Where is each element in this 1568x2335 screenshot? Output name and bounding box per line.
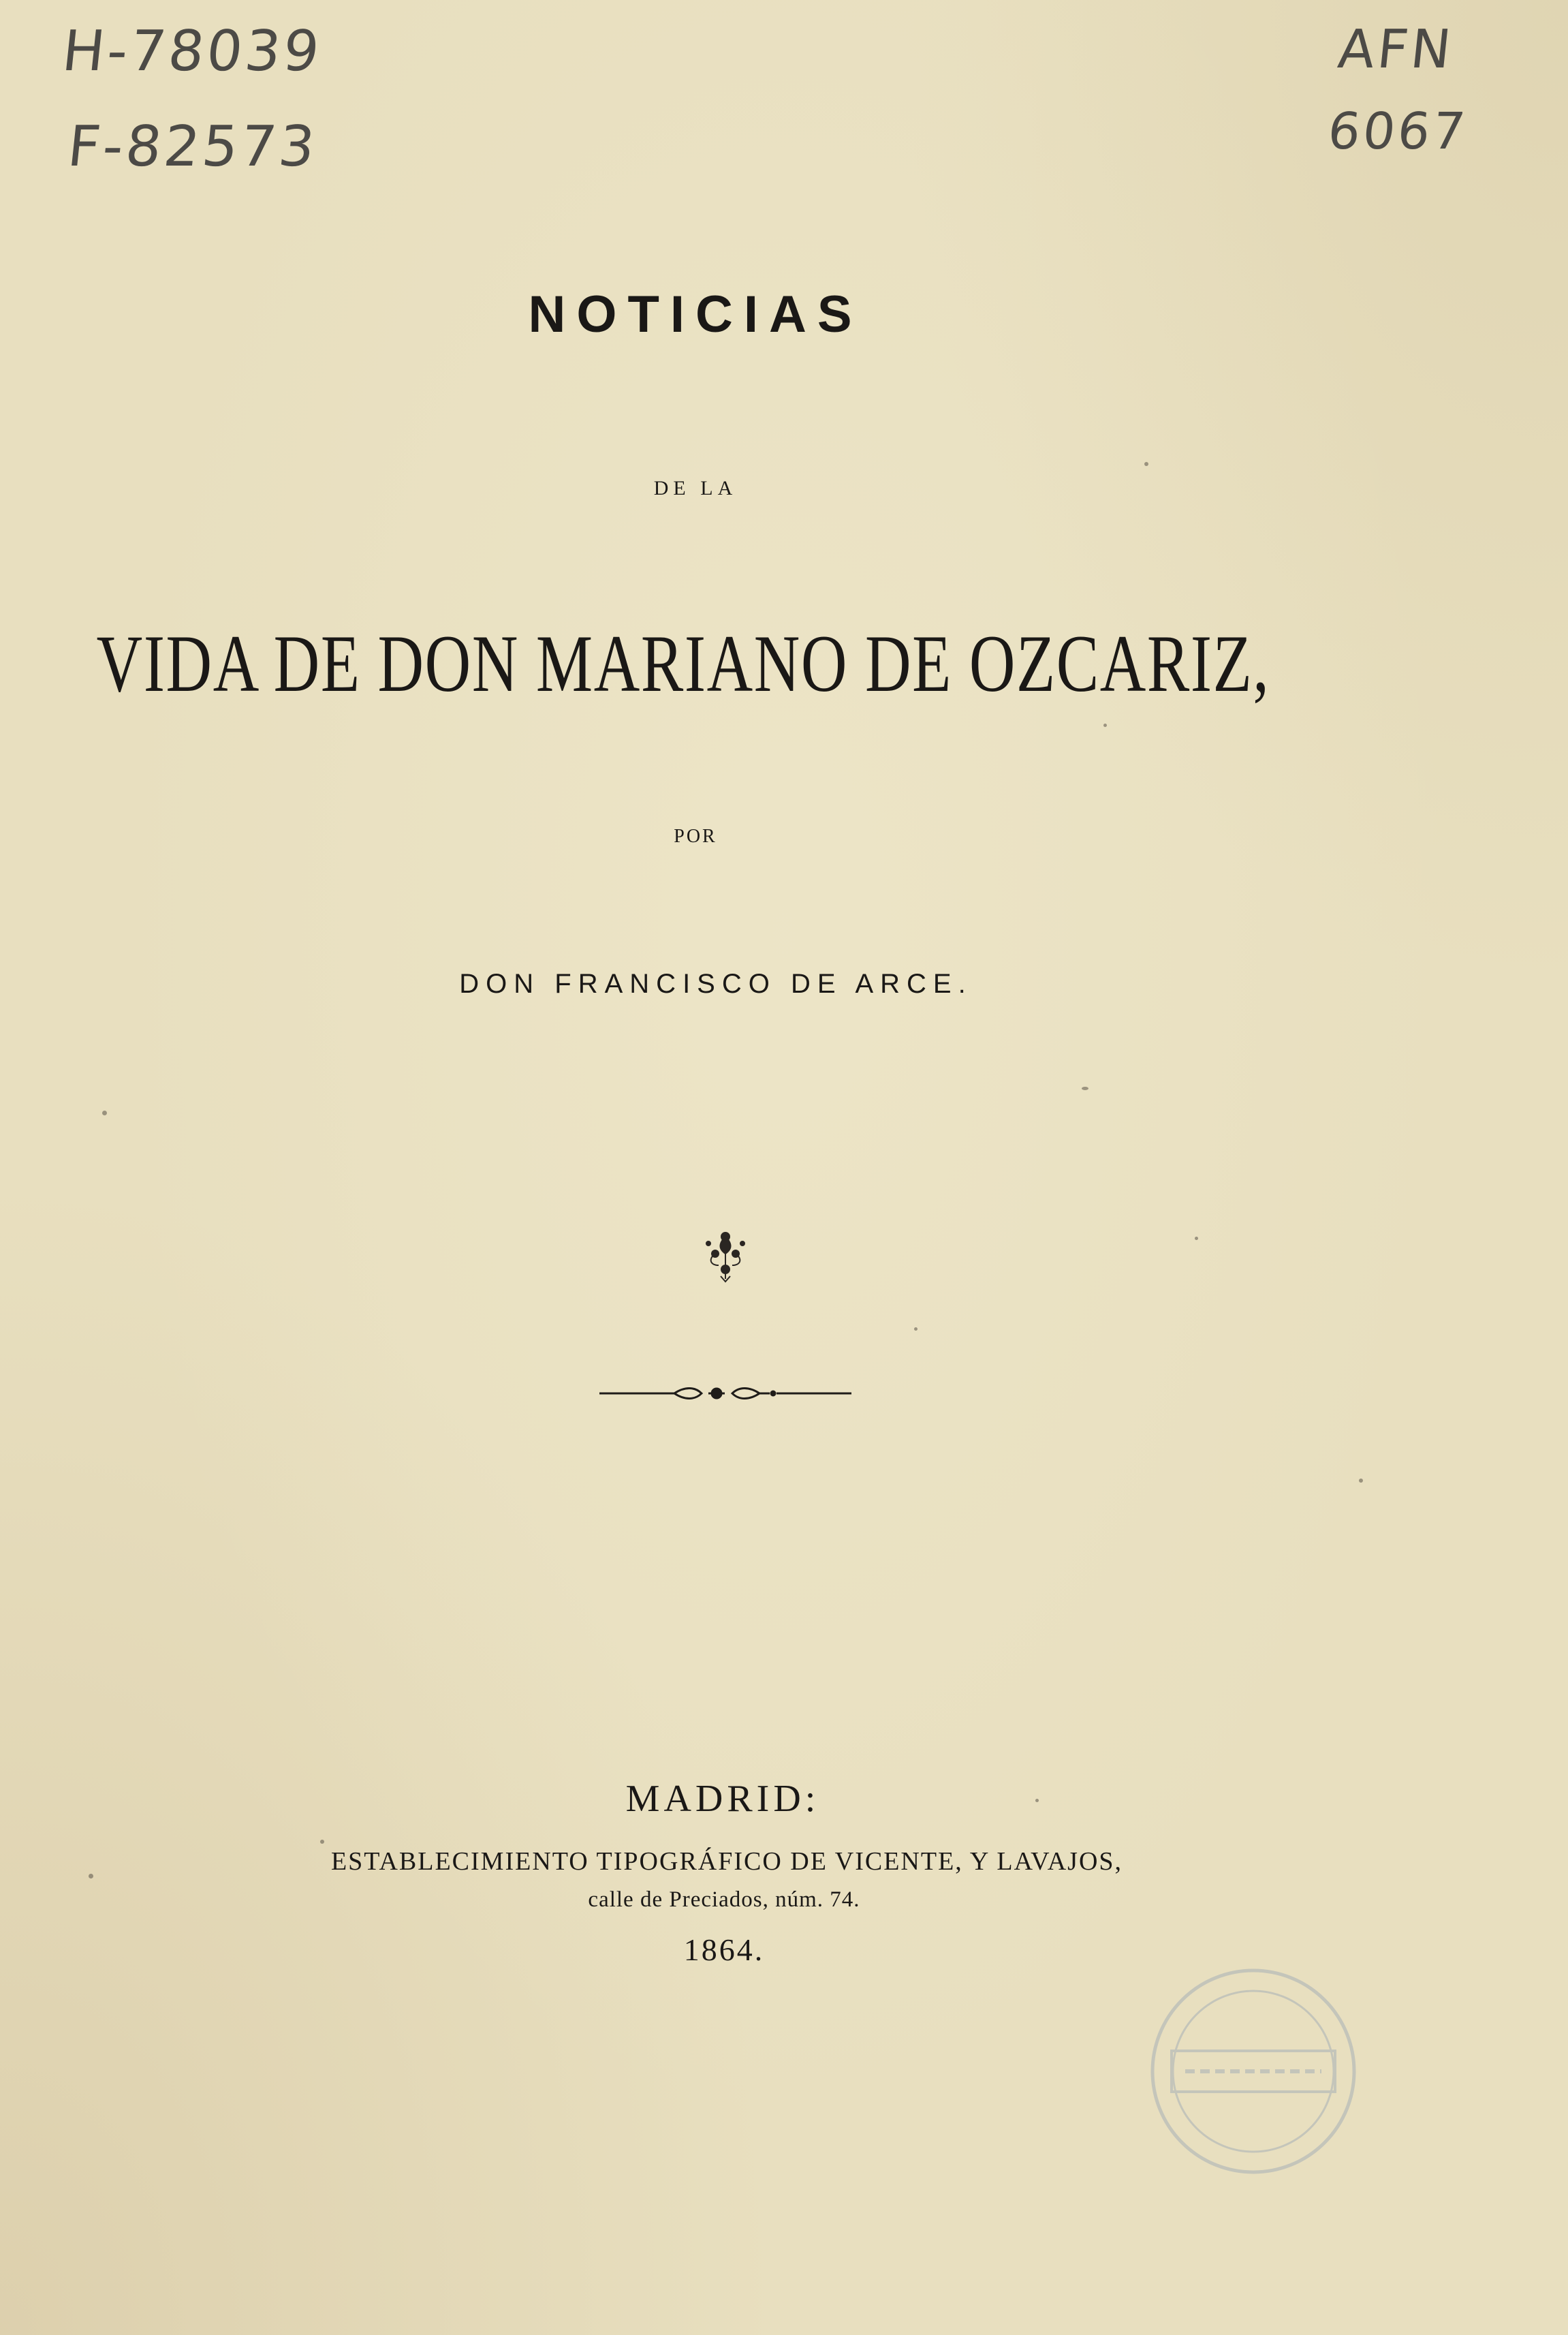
shelfmark-top-right-1: AFN	[1335, 19, 1457, 80]
imprint-printer: ESTABLECIMIENTO TIPOGRÁFICO DE VICENTE, Y LAVAJOS,	[330, 1847, 1123, 1876]
imprint-city: MADRID:	[625, 1778, 820, 1820]
heading-noticias: NOTICIAS	[528, 285, 863, 343]
imprint-address: calle de Preciados, núm. 74.	[588, 1887, 860, 1912]
imprint-year: 1864.	[683, 1932, 765, 1967]
by-label: POR	[674, 826, 717, 847]
paper-speck	[1195, 1237, 1198, 1240]
shelfmark-top-left-2: F-82573	[65, 114, 321, 179]
paper-speck	[102, 1111, 107, 1115]
fleuron-ornament-icon	[688, 1216, 763, 1291]
main-title: VIDA DE DON MARIANO DE OZCARIZ,	[96, 618, 1270, 709]
paper-speck	[1103, 724, 1107, 727]
paper-speck	[1144, 462, 1148, 466]
paper-speck	[89, 1874, 93, 1878]
paper-speck	[914, 1327, 918, 1331]
author-name: DON FRANCISCO DE ARCE.	[459, 969, 973, 999]
paper-speck	[1035, 1799, 1039, 1802]
decorative-rule-icon	[599, 1380, 851, 1407]
library-stamp-icon	[1144, 1962, 1362, 2180]
paper-speck	[1359, 1479, 1363, 1483]
connector-de-la: DE LA	[653, 477, 738, 499]
paper-speck	[1082, 1087, 1088, 1090]
paper-speck	[320, 1840, 324, 1844]
shelfmark-top-left-1: H-78039	[59, 19, 326, 84]
shelfmark-top-right-2: 6067	[1325, 102, 1471, 161]
